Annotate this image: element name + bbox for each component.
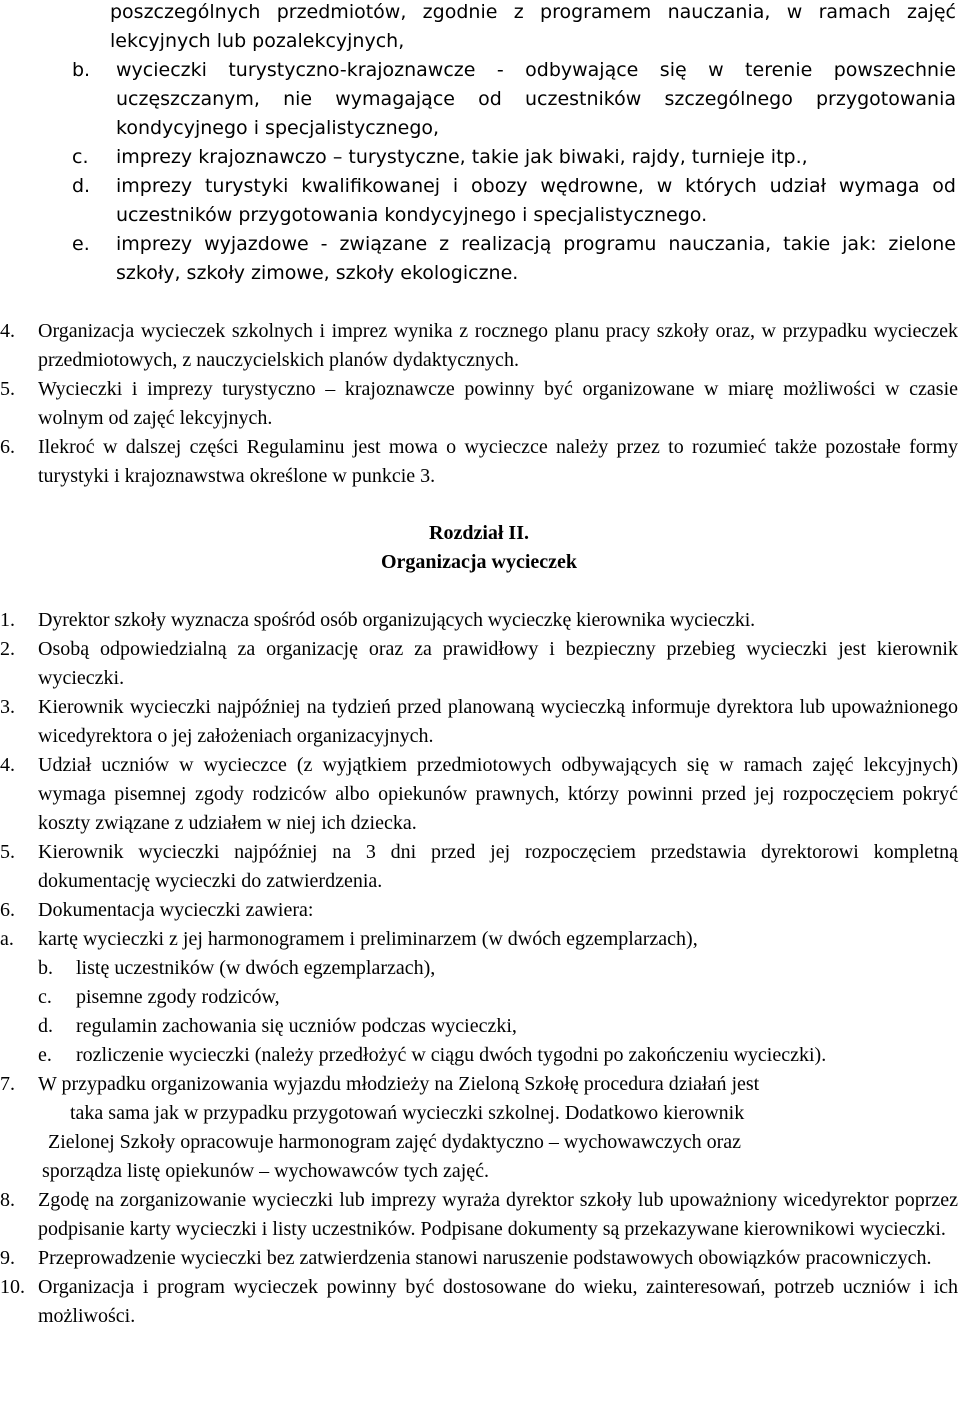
text-line: taka sama jak w przypadku przygotowań wycieczki szkolnej. Dodatkowo kierownik — [70, 1102, 745, 1124]
list-item — [0, 143, 960, 172]
list-marker: 4. — [0, 320, 15, 342]
chapter-heading — [0, 519, 958, 577]
list-marker: 3. — [0, 696, 15, 718]
list-marker: e. — [38, 1044, 52, 1066]
text-line: Zielonej Szkoły opracowuje harmonogram zajęć dydaktyczno – wychowawczych oraz — [48, 1131, 742, 1153]
text-line: sporządza listę opiekunów – wychowawców tych zajęć. — [42, 1160, 490, 1182]
list-marker: c. — [72, 146, 89, 168]
list-item-text: Zgodę na zorganizowanie wycieczki lub imprezy wyraża dyrektor szkoły lub upoważniony wicedyrektor poprzez podpisanie karty wycieczki i listy uczestników. Podpisane dokumenty są przekazywane kierownikowi wycieczki. — [38, 1189, 958, 1240]
list-marker: 5. — [0, 841, 15, 863]
list-item — [0, 751, 958, 838]
list-marker: 6. — [0, 436, 15, 458]
list-marker: 6. — [0, 899, 15, 921]
sub-list-item — [0, 954, 958, 983]
list-marker: a. — [0, 928, 14, 950]
list-marker: c. — [38, 986, 52, 1008]
list-item — [0, 1244, 958, 1273]
list-marker: 5. — [0, 378, 15, 400]
list-marker: 7. — [0, 1073, 15, 1095]
list-item-text: listę uczestników (w dwóch egzemplarzach), — [76, 957, 436, 979]
list-item-text: imprezy krajoznawczo – turystyczne, takie jak biwaki, rajdy, turnieje itp., — [116, 146, 808, 168]
list-item-text: Ilekroć w dalszej części Regulaminu jest mowa o wycieczce należy przez to rozumieć także pozostałe formy turystyki i krajoznawstwa określone w punkcie 3. — [38, 436, 958, 487]
chapter-title: Organizacja wycieczek — [380, 551, 578, 573]
list-item-text: Dyrektor szkoły wyznacza spośród osób organizujących wycieczkę kierownika wycieczki. — [38, 609, 756, 631]
list-item-text: pisemne zgody rodziców, — [76, 986, 280, 1008]
list-item-text: Dokumentacja wycieczki zawiera: — [38, 899, 314, 921]
list-item-text: Wycieczki i imprezy turystyczno – krajoznawcze powinny być organizowane w miarę możliwości w czasie wolnym od zajęć lekcyjnych. — [38, 378, 958, 429]
list-marker: d. — [38, 1015, 53, 1037]
list-item-text: Udział uczniów w wycieczce (z wyjątkiem przedmiotowych odbywających się w ramach zajęć lekcyjnych) wymaga pisemnej zgody rodziców albo opiekunów prawnych, którzy powinni przed jej rozpoczęciem pokryć koszty związane z udziałem w niej ich dziecka. — [38, 754, 958, 834]
list-item — [0, 56, 960, 143]
sub-list-item — [0, 983, 958, 1012]
list-item — [0, 172, 960, 230]
list-item — [0, 838, 958, 896]
list-item — [0, 1070, 958, 1186]
list-item — [0, 1273, 958, 1331]
list-marker: 1. — [0, 609, 15, 631]
list-item-text — [38, 1070, 958, 1186]
list-item-text: regulamin zachowania się uczniów podczas wycieczki, — [76, 1015, 517, 1037]
list-marker: b. — [38, 957, 53, 979]
list-item — [0, 693, 958, 751]
text-line: W przypadku organizowania wyjazdu młodzieży na Zieloną Szkołę procedura działań jest — [38, 1073, 760, 1095]
list-marker: d. — [72, 175, 91, 197]
numbered-list — [0, 606, 958, 1331]
list-item-text: Organizacja i program wycieczek powinny być dostosowane do wieku, zainteresowań, potrzeb uczniów i ich możliwości. — [38, 1276, 958, 1327]
list-item-text: Organizacja wycieczek szkolnych i imprez wynika z rocznego planu pracy szkoły oraz, w przypadku wycieczek przedmiotowych, z nauczycielskich planów dydaktycznych. — [38, 320, 958, 371]
list-marker: 9. — [0, 1247, 15, 1269]
sub-list-item — [0, 1012, 958, 1041]
list-item-text: kartę wycieczki z jej harmonogramem i preliminarzem (w dwóch egzemplarzach), — [38, 928, 698, 950]
sub-list-item — [0, 925, 958, 954]
list-item — [0, 1186, 958, 1244]
list-marker: 4. — [0, 754, 15, 776]
list-item — [0, 230, 960, 288]
list-item-text: Kierownik wycieczki najpóźniej na 3 dni przed jej rozpoczęciem przedstawia dyrektorowi kompletną dokumentację wycieczki do zatwierdzenia. — [38, 841, 958, 892]
list-marker: 2. — [0, 638, 15, 660]
list-item — [0, 606, 958, 635]
list-item-text: imprezy wyjazdowe - związane z realizacją programu nauczania, takie jak: zielone szkoły, szkoły zimowe, szkoły ekologiczne. — [116, 233, 956, 284]
list-item-text: imprezy turystyki kwalifikowanej i obozy wędrowne, w których udział wymaga od uczestników przygotowania kondycyjnego i specjalistycznego. — [116, 175, 956, 226]
list-item — [0, 433, 958, 491]
list-item-text: Osobą odpowiedzialną za organizację oraz za prawidłowy i bezpieczny przebieg wycieczki jest kierownik wycieczki. — [38, 638, 958, 689]
numbered-list — [0, 317, 958, 491]
list-item-continuation: poszczególnych przedmiotów, zgodnie z programem nauczania, w ramach zajęć lekcyjnych lub pozalekcyjnych, — [110, 1, 956, 52]
list-item-text: Przeprowadzenie wycieczki bez zatwierdzenia stanowi naruszenie podstawowych obowiązków pracowniczych. — [38, 1247, 932, 1269]
continued-list — [0, 0, 960, 288]
list-item — [0, 375, 958, 433]
list-item — [0, 317, 958, 375]
sub-list-item — [0, 1041, 958, 1070]
list-item-text: rozliczenie wycieczki (należy przedłożyć w ciągu dwóch tygodni po zakończeniu wycieczki). — [76, 1044, 827, 1066]
list-marker: 8. — [0, 1189, 15, 1211]
chapter-number: Rozdział II. — [429, 522, 529, 544]
list-marker: 10. — [0, 1276, 25, 1298]
list-item-text: Kierownik wycieczki najpóźniej na tydzień przed planowaną wycieczką informuje dyrektora lub upoważnionego wicedyrektora o jej założeniach organizacyjnych. — [38, 696, 958, 747]
list-item — [0, 635, 958, 693]
list-item-text: wycieczki turystyczno-krajoznawcze - odbywające się w terenie powszechnie uczęszczanym, nie wymagające od uczestników szczególnego przygotowania kondycyjnego i specjalistycznego, — [116, 59, 956, 139]
list-marker: e. — [72, 233, 90, 255]
list-marker: b. — [72, 59, 91, 81]
list-item — [0, 896, 958, 925]
